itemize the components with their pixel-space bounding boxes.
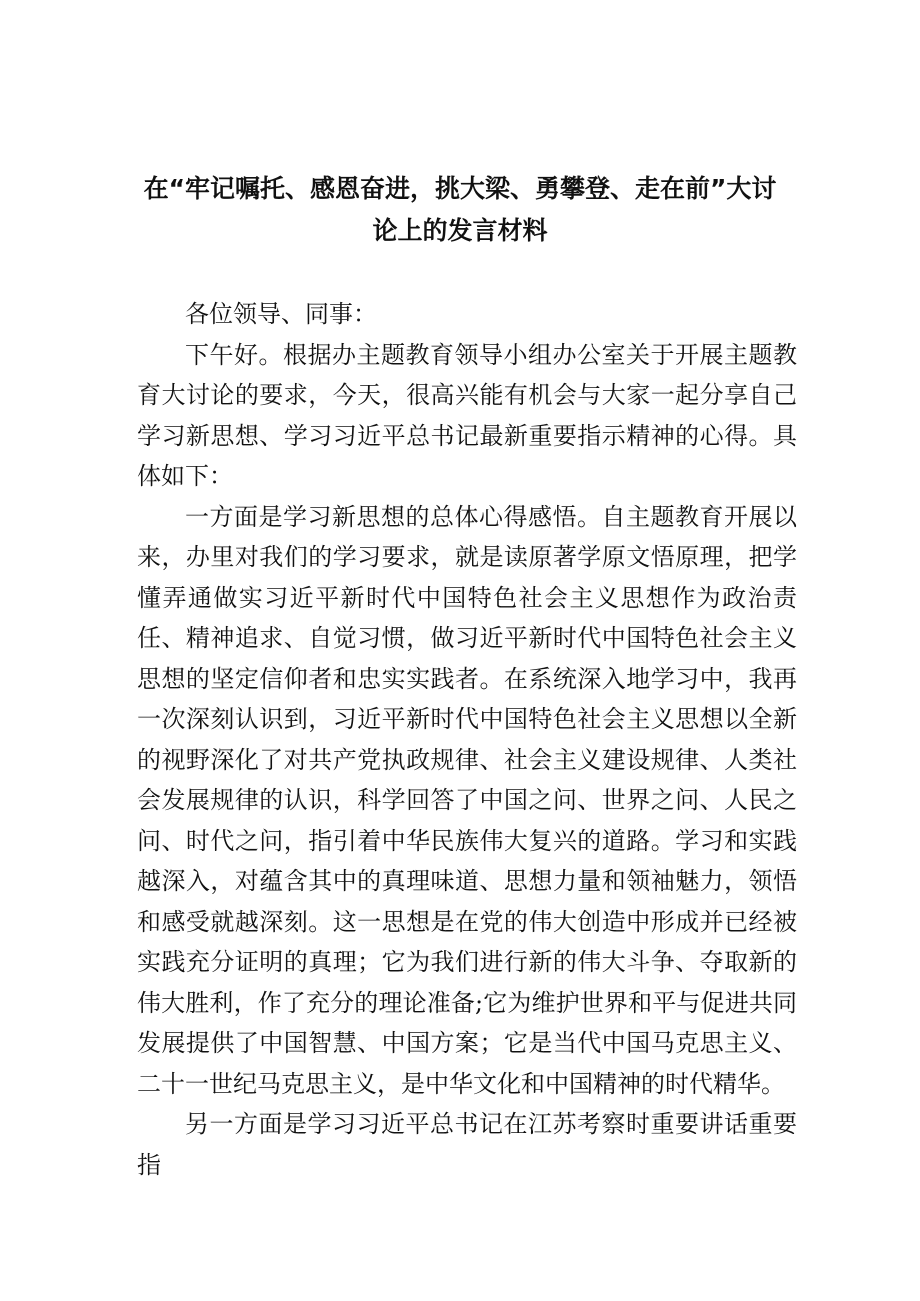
salutation: 各位领导、同事：	[185, 300, 377, 328]
paragraph-greeting: 下午好。根据办主题教育领导小组办公室关于开展主题教育大讨论的要求，今天，很高兴能有机会与大家一起分享自己学习新思想、学习习近平总书记最新重要指示精神的心得。具体如下：	[137, 340, 797, 490]
paragraph-second-aspect: 另一方面是学习习近平总书记在江苏考察时重要讲话重要指	[137, 1110, 797, 1179]
document-title	[130, 168, 790, 252]
paragraph-first-aspect: 一方面是学习新思想的总体心得感悟。自主题教育开展以来，办里对我们的学习要求，就是读原著学原文悟原理，把学懂弄通做实习近平新时代中国特色社会主义思想作为政治责任、精神追求、自觉习惯，做习近平新时代中国特色社会主义思想的坚定信仰者和忠实实践者。在系统深入地学习中，我再一次深刻认识到，习近平新时代中国特色社会主义思想以全新的视野深化了对共产党执政规律、社会主义建设规律、人类社会发展规律的认识，科学回答了中国之问、世界之问、人民之问、时代之问，指引着中华民族伟大复兴的道路。学习和实践越深入，对蕴含其中的真理味道、思想力量和领袖魅力，领悟和感受就越深刻。这一思想是在党的伟大创造中形成并已经被实践充分证明的真理；它为我们进行新的伟大斗争、夺取新的伟大胜利，作了充分的理论准备;它为维护世界和平与促进共同发展提供了中国智慧、中国方案；它是当代中国马克思主义、二十一世纪马克思主义，是中华文化和中国精神的时代精华。	[137, 502, 797, 1098]
title-line-1: 在“牢记嘱托、感恩奋进，挑大梁、勇攀登、走在前”大讨	[143, 174, 777, 203]
title-line-2: 论上的发言材料	[372, 216, 548, 245]
document-body	[137, 294, 797, 1185]
